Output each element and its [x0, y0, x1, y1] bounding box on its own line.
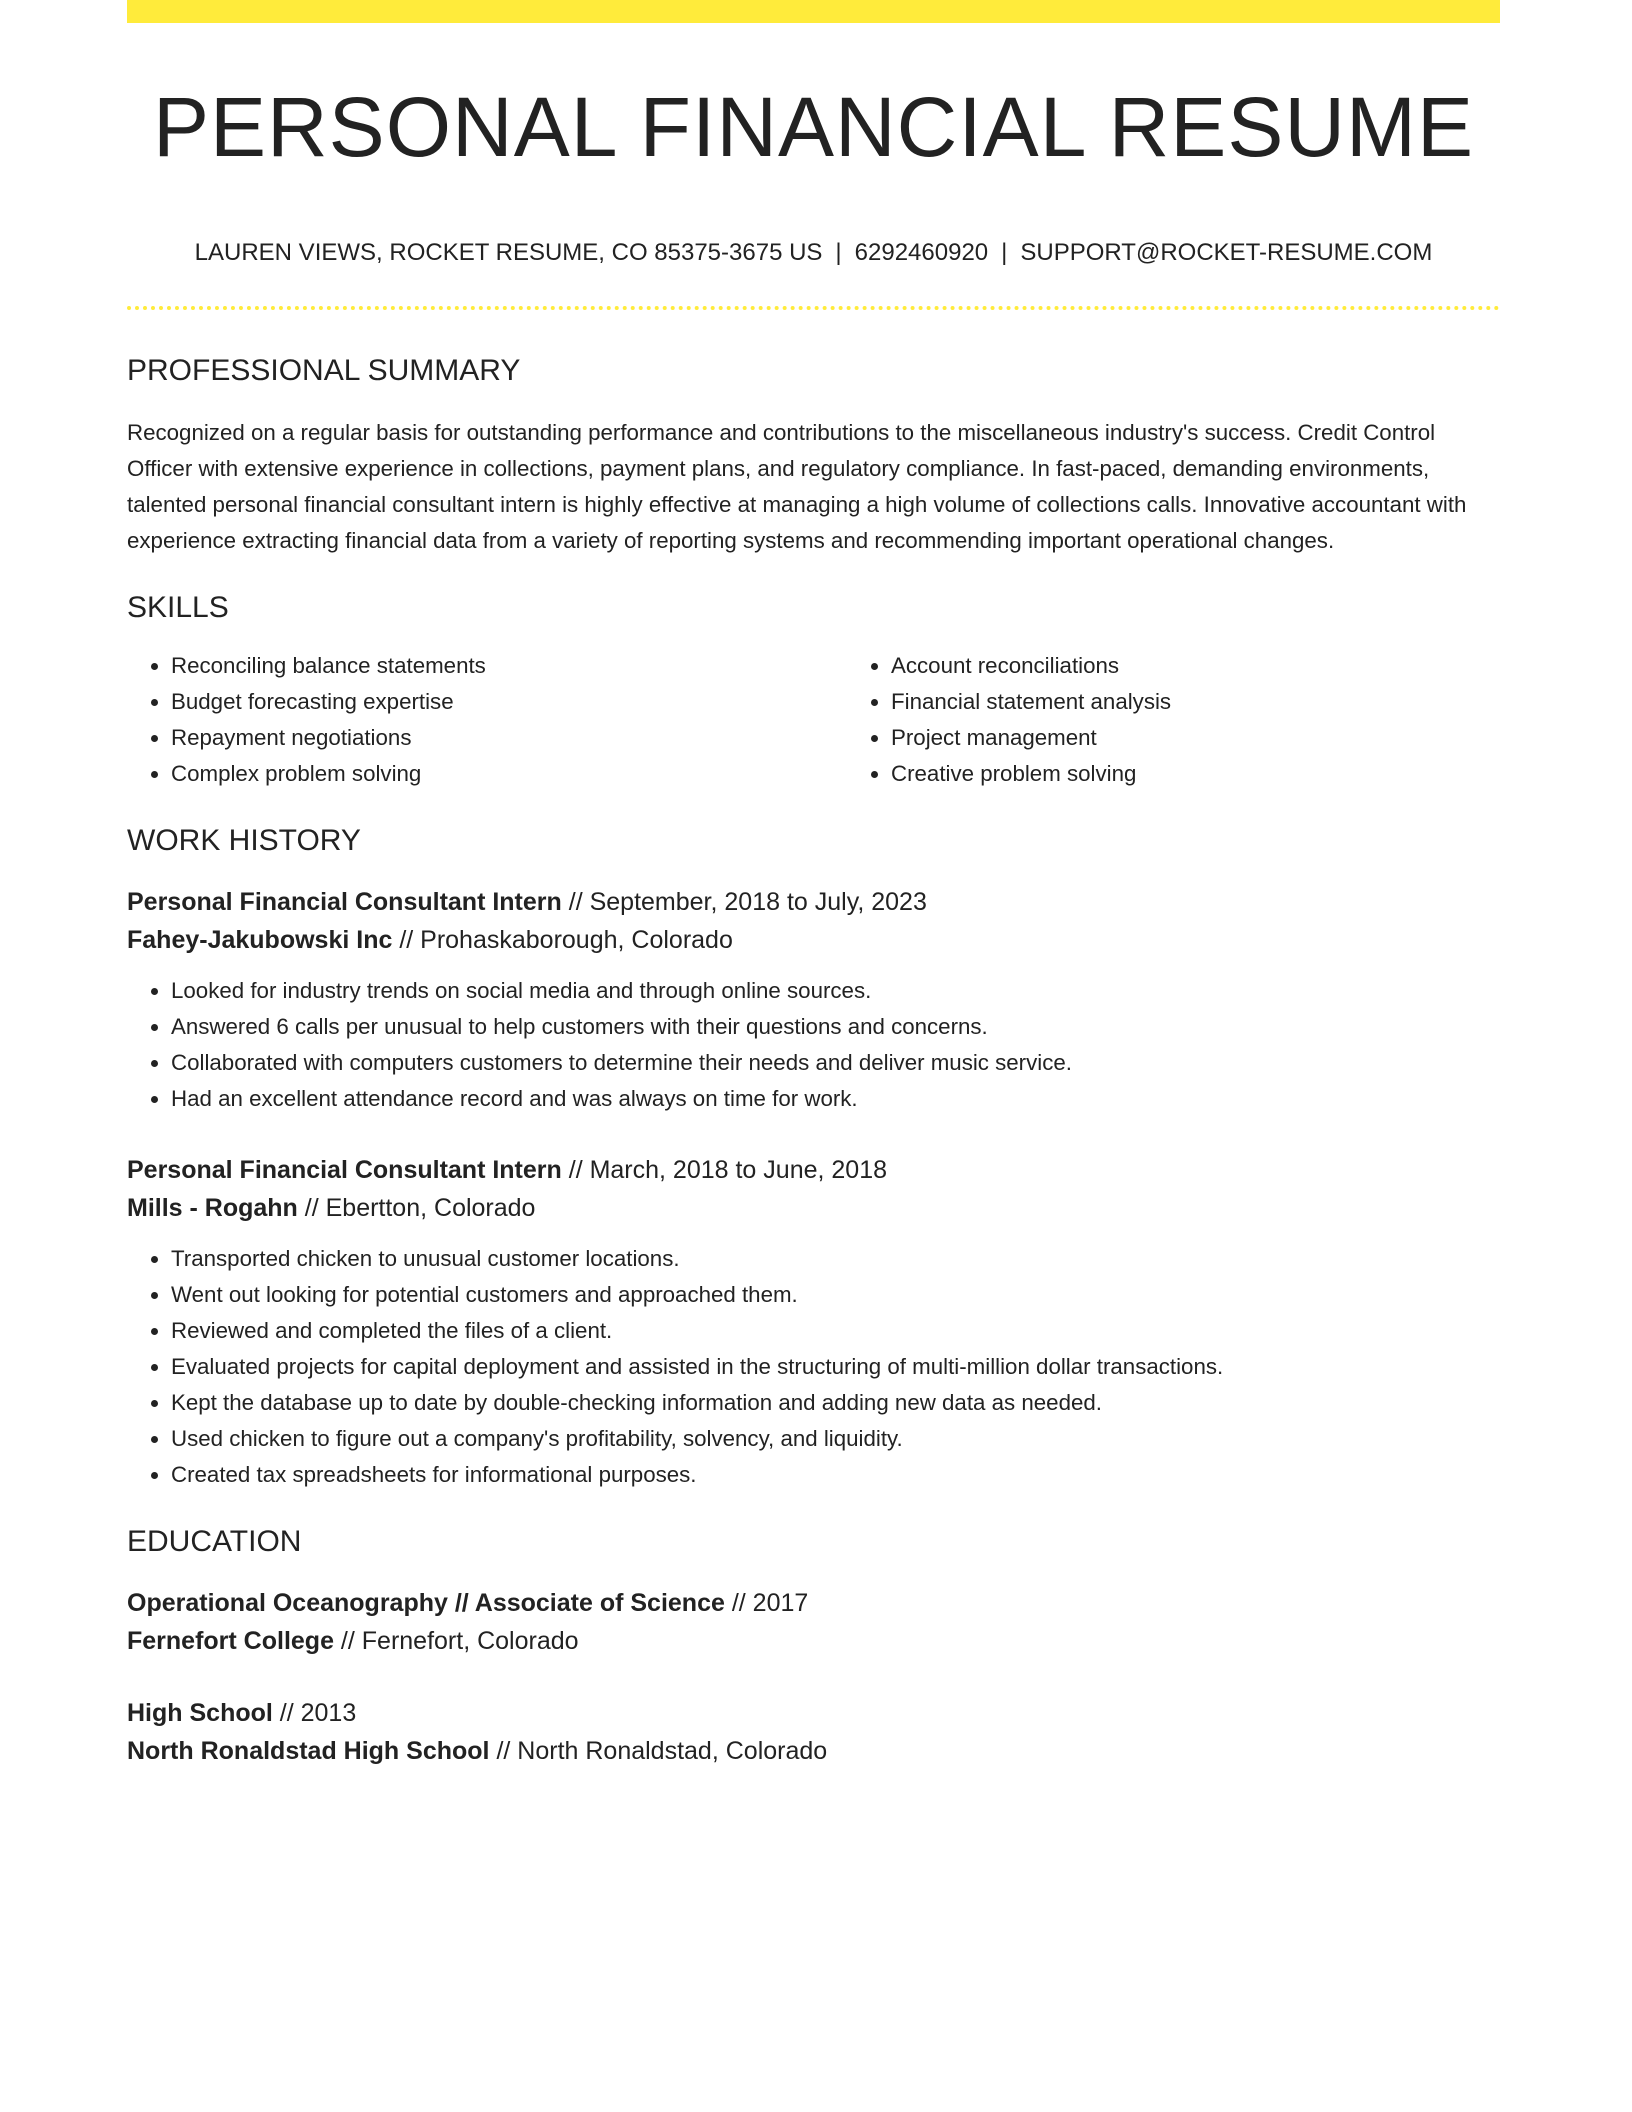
education-year: // 2013: [272, 1698, 357, 1727]
job-bullet: • Looked for industry trends on social media and through online sources.: [171, 973, 1500, 1009]
job-role: Personal Financial Consultant Intern: [127, 887, 562, 916]
job-bullet: • Went out looking for potential customers and approached them.: [171, 1277, 1500, 1313]
skill-item: • Project management: [891, 720, 1567, 756]
skill-item: • Financial statement analysis: [891, 684, 1567, 720]
resume-page: [127, 0, 1500, 1770]
education-school: Fernefort College: [127, 1626, 334, 1655]
skill-item: • Repayment negotiations: [171, 720, 847, 756]
education-location: // North Ronaldstad, Colorado: [489, 1736, 828, 1765]
skill-item: • Complex problem solving: [171, 756, 847, 792]
skill-item: • Creative problem solving: [891, 756, 1567, 792]
summary-section: [127, 354, 1500, 559]
education-section: [127, 1525, 1500, 1770]
contact-line: [127, 239, 1500, 268]
contact-email: SUPPORT@ROCKET-RESUME.COM: [1020, 239, 1433, 266]
dotted-divider: [127, 306, 1500, 310]
contact-phone: 6292460920: [854, 239, 989, 266]
job-location: // Ebertton, Colorado: [297, 1193, 536, 1222]
education-school: North Ronaldstad High School: [127, 1736, 490, 1765]
job-dates: // March, 2018 to June, 2018: [561, 1155, 888, 1184]
job-bullet: • Collaborated with computers customers to determine their needs and deliver music service.: [171, 1045, 1500, 1081]
job-bullets: [127, 973, 1500, 1117]
section-title-work: WORK HISTORY: [127, 823, 361, 857]
contact-separator: |: [1001, 239, 1008, 266]
resume-title: PERSONAL FINANCIAL RESUME: [152, 80, 1475, 174]
job-bullet: • Evaluated projects for capital deployment and assisted in the structuring of multi-million dollar transactions.: [171, 1349, 1500, 1385]
skill-item: • Account reconciliations: [891, 648, 1567, 684]
top-accent-bar: [127, 0, 1500, 23]
work-section: [127, 824, 1500, 1493]
job-bullet: • Answered 6 calls per unusual to help customers with their questions and concerns.: [171, 1009, 1500, 1045]
job-bullet: • Used chicken to figure out a company's profitability, solvency, and liquidity.: [171, 1421, 1500, 1457]
skill-item: • Budget forecasting expertise: [171, 684, 847, 720]
job-bullet: • Created tax spreadsheets for informational purposes.: [171, 1457, 1500, 1493]
job-role: Personal Financial Consultant Intern: [127, 1155, 562, 1184]
job-company-line: [127, 1189, 1500, 1227]
job-bullet: • Transported chicken to unusual customer locations.: [171, 1241, 1500, 1277]
job-entry: [127, 1151, 1500, 1493]
education-degree: Operational Oceanography // Associate of Science: [127, 1588, 725, 1617]
job-bullets: [127, 1241, 1500, 1493]
education-degree-line: [127, 1584, 1500, 1622]
job-company: Mills - Rogahn: [127, 1193, 298, 1222]
skills-grid: [127, 648, 1500, 792]
job-bullet: • Had an excellent attendance record and was always on time for work.: [171, 1081, 1500, 1117]
education-school-line: [127, 1622, 1500, 1660]
education-degree-line: [127, 1694, 1500, 1732]
section-title-summary: PROFESSIONAL SUMMARY: [127, 353, 521, 387]
contact-address: LAUREN VIEWS, ROCKET RESUME, CO 85375-3675 US: [194, 239, 823, 266]
job-title-line: [127, 1151, 1500, 1189]
job-company-line: [127, 921, 1500, 959]
job-bullet: • Reviewed and completed the files of a client.: [171, 1313, 1500, 1349]
skills-section: [127, 591, 1500, 792]
job-company: Fahey-Jakubowski Inc: [127, 925, 393, 954]
education-entry: [127, 1584, 1500, 1660]
section-title-skills: SKILLS: [127, 590, 229, 624]
skill-item: • Reconciling balance statements: [171, 648, 847, 684]
contact-separator: |: [835, 239, 842, 266]
section-title-education: EDUCATION: [127, 1524, 302, 1558]
summary-paragraph: Recognized on a regular basis for outstanding performance and contributions to the miscellaneous industry's success. Credit Control Officer with extensive experience in collections, payment plans, and regulatory compliance. In fast-paced, demanding environments, talented personal financial consultant intern is highly effective at managing a high volume of collections calls. Innovative accountant with experience extracting financial data from a variety of reporting systems and recommending important operational changes.: [127, 419, 1467, 553]
education-location: // Fernefort, Colorado: [333, 1626, 579, 1655]
education-entry: [127, 1694, 1500, 1770]
education-degree: High School: [127, 1698, 273, 1727]
education-year: // 2017: [724, 1588, 809, 1617]
skills-list-left: [127, 648, 847, 792]
education-school-line: [127, 1732, 1500, 1770]
job-dates: // September, 2018 to July, 2023: [561, 887, 927, 916]
job-bullet: • Kept the database up to date by double-checking information and adding new data as needed.: [171, 1385, 1500, 1421]
job-title-line: [127, 883, 1500, 921]
skills-list-right: [847, 648, 1567, 792]
job-entry: [127, 883, 1500, 1117]
job-location: // Prohaskaborough, Colorado: [392, 925, 733, 954]
